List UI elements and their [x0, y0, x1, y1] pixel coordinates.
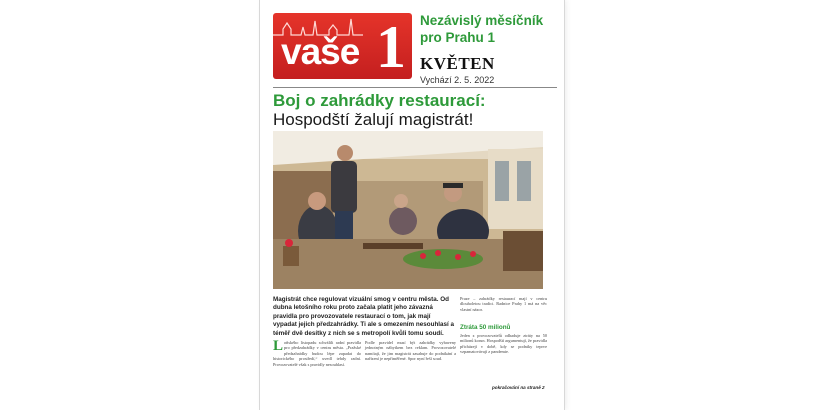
restaurant-terrace-illustration — [273, 131, 543, 289]
masthead-divider — [273, 87, 557, 88]
tagline-line-1: Nezávislý měsíčník — [420, 13, 544, 28]
newspaper-page — [260, 0, 564, 410]
article-column-1 — [273, 340, 361, 367]
masthead-logo — [273, 13, 412, 79]
logo-number: 1 — [376, 14, 406, 79]
article-column-3: Praze – zahrádky restaurací mají v centru dlouholetou tradici. Radnice Prahy 1 má na věc vlastní názor. — [460, 296, 547, 312]
issue-date: Vychází 2. 5. 2022 — [420, 75, 495, 85]
section-subheading: Ztráta 50 milionů — [460, 324, 511, 331]
article-column-1-text: oňského listopadu schválili radní pravidla pro předzahrádky v centru města. „Pražské předzahrádky budou lépe zapadat do historického prostředí,“ uvedl tehdy radní. Provozovatelé však s pravidly nesouhlasí. — [273, 340, 361, 367]
article-subheadline: Hospodští žalují magistrát! — [273, 110, 474, 129]
article-column-2: Podle pravidel musí být zahrádky vybaveny jednotným nábytkem bez reklam. Provozovatelé namítají, že jim magistrát zasahuje do podnikání a nařízení je nepřiměřené. Spor nyní řeší soud. — [365, 340, 456, 362]
issue-month: KVĚTEN — [420, 54, 495, 73]
article-lead: Magistrát chce regulovat vizuální smog v centru města. Od dubna letošního roku proto začala platit jeho závazná pravidla pro provozovatele restaurací o tom, jak mají vypadat jejich předzahrádky. Ti ale s omezením nesouhlasí a téměř dvě desítky z nich se s metropolí kvůli tomu soudí. — [273, 296, 455, 337]
continued-link[interactable]: pokračování na straně 2 — [492, 385, 545, 390]
article-headline: Boj o zahrádky restaurací: — [273, 91, 486, 110]
article-photo — [273, 131, 543, 289]
drop-cap: L — [273, 338, 284, 354]
logo-word: vaše — [281, 31, 360, 72]
tagline — [420, 12, 560, 46]
article-column-3-continued: Jeden z provozovatelů odhaduje ztráty na 50 milionů korun. Hospodští argumentují, že pravidla přicházejí v době, kdy se podniky teprve vzpamatovávají z pandemie. — [460, 333, 547, 355]
tagline-line-2: pro Prahu 1 — [420, 30, 496, 45]
